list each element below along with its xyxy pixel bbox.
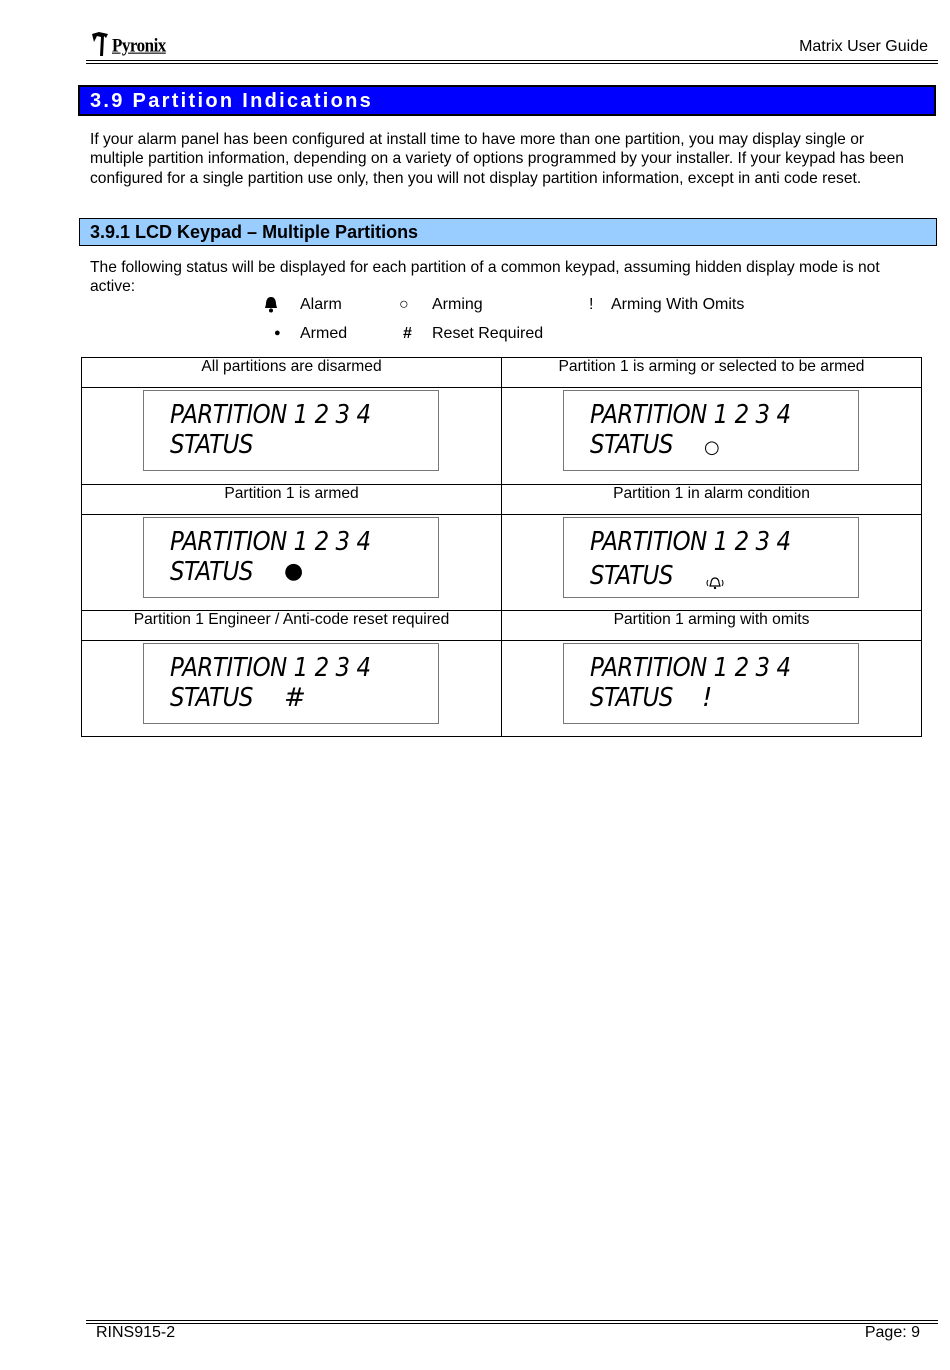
lcd-display [563, 643, 859, 724]
header-rule [86, 60, 938, 64]
footer-rule [86, 1320, 938, 1324]
legend-arming-label: Arming [432, 296, 483, 313]
lcd-line-2: STATUS [590, 683, 673, 713]
legend-omits-label: Arming With Omits [611, 296, 745, 313]
armed-dot-icon: ● [284, 559, 304, 584]
cell-caption: Partition 1 in alarm condition [502, 485, 922, 515]
lcd-display [143, 390, 439, 471]
lcd-line-2: STATUS [590, 430, 673, 460]
omits-exclamation-symbol: ! [702, 683, 713, 713]
arming-circle-icon: ○ [704, 437, 720, 458]
legend-omits-symbol: ! [589, 296, 594, 313]
lcd-line-2: STATUS [170, 683, 253, 713]
lcd-line-1: PARTITION 1 2 3 4 [590, 527, 791, 557]
legend-armed-label: Armed [300, 325, 348, 342]
pyronix-flame-icon [90, 32, 110, 56]
document-code: RINS915-2 [96, 1324, 176, 1341]
brand-name: Pyronix [112, 35, 166, 56]
legend-reset-label: Reset Required [432, 325, 544, 342]
lcd-line-1: PARTITION 1 2 3 4 [590, 653, 791, 683]
alarm-bell-icon [263, 296, 279, 319]
reset-hash-symbol: # [284, 683, 306, 713]
lcd-line-1: PARTITION 1 2 3 4 [170, 400, 371, 430]
lcd-display [563, 390, 859, 471]
lcd-display [563, 517, 859, 598]
legend-armed-symbol: ● [274, 327, 281, 339]
lcd-line-2: STATUS [170, 430, 253, 460]
subsection-title: 3.9.1 LCD Keypad – Multiple Partitions [79, 218, 937, 246]
alarm-bell-icon [704, 568, 726, 596]
cell-caption: Partition 1 is armed [82, 485, 502, 515]
lcd-line-1: PARTITION 1 2 3 4 [170, 527, 371, 557]
section-title: 3.9 Partition Indications [78, 85, 936, 116]
page-number: Page: 9 [864, 1324, 920, 1341]
lcd-line-1: PARTITION 1 2 3 4 [590, 400, 791, 430]
lcd-line-2: STATUS [590, 561, 673, 591]
document-title: Matrix User Guide [799, 38, 928, 55]
brand-logo [90, 28, 166, 56]
legend-alarm-label: Alarm [300, 296, 342, 313]
lcd-line-2: STATUS [170, 557, 253, 587]
partition-status-table [81, 357, 922, 737]
cell-caption: Partition 1 is arming or selected to be armed [502, 358, 922, 388]
cell-caption: Partition 1 Engineer / Anti-code reset required [82, 611, 502, 641]
subsection-intro: The following status will be displayed for each partition of a common keypad, assuming hidden display mode is not active: [90, 259, 880, 296]
cell-caption: All partitions are disarmed [82, 358, 502, 388]
legend-reset-symbol: # [403, 325, 412, 342]
section-intro: If your alarm panel has been configured at install time to have more than one partition, you may display single or multiple partition information, depending on a variety of options programmed by your installer. If your keypad has been configured for a single partition use only, then you will not display partition information, except in anti code reset. [90, 131, 904, 187]
lcd-display [143, 517, 439, 598]
legend-arming-symbol: ○ [399, 296, 409, 313]
lcd-line-1: PARTITION 1 2 3 4 [170, 653, 371, 683]
lcd-display [143, 643, 439, 724]
cell-caption: Partition 1 arming with omits [502, 611, 922, 641]
